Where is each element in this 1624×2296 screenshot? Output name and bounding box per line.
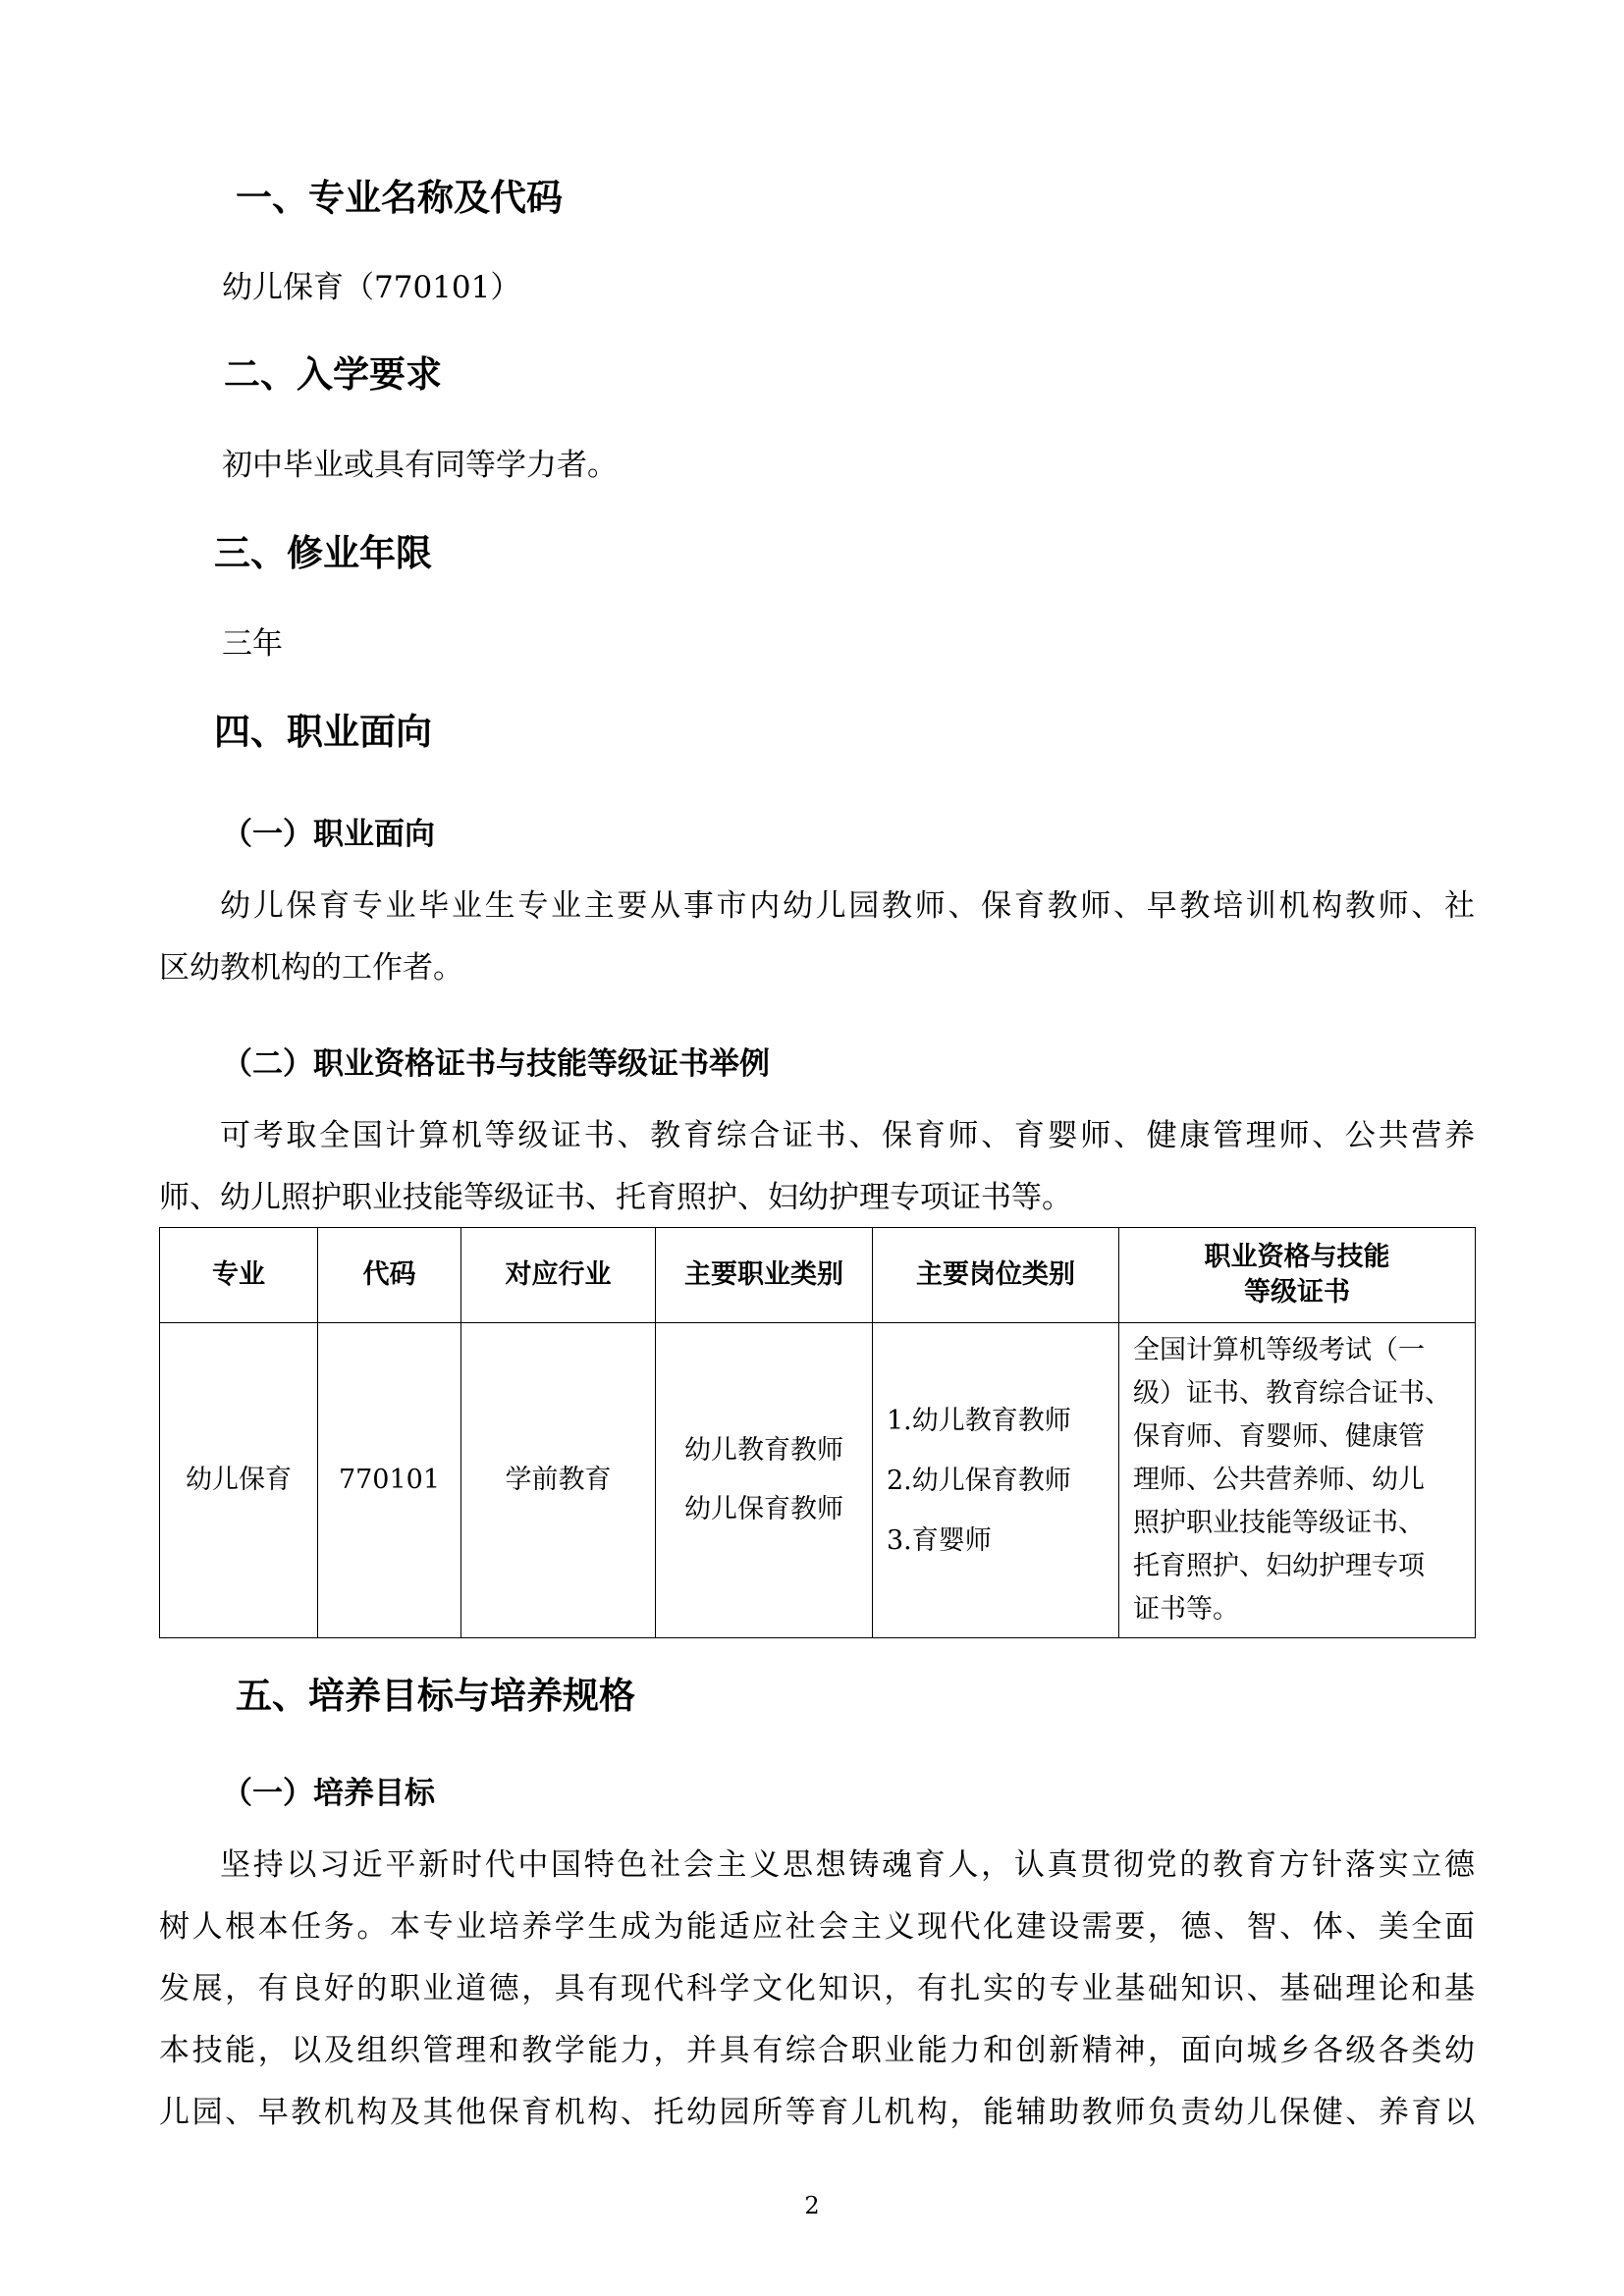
paragraph-line: 发展，有良好的职业道德，具有现代科学文化知识，有扎实的专业基础知识、基础理论和基 bbox=[159, 1971, 1475, 2006]
subsection-4-2-heading: （二）职业资格证书与技能等级证书举例 bbox=[222, 1046, 770, 1082]
cell-positions bbox=[873, 1323, 1119, 1638]
paragraph-line: 树人根本任务。本专业培养学生成为能适应社会主义现代化建设需要，德、智、体、美全面 bbox=[159, 1909, 1475, 1945]
paragraph-line: 幼儿保育专业毕业生专业主要从事市内幼儿园教师、保育教师、早教培训机构教师、社 bbox=[220, 888, 1475, 924]
certificate-line: 照护职业技能等级证书、 bbox=[1133, 1508, 1425, 1538]
section-4-heading: 四、职业面向 bbox=[214, 711, 432, 753]
subsection-5-1-heading: （一）培养目标 bbox=[222, 1776, 435, 1811]
occupation-item: 幼儿保育教师 bbox=[684, 1494, 843, 1524]
certificate-line: 托育照护、妇幼护理专项 bbox=[1133, 1551, 1425, 1581]
position-item: 3.育婴师 bbox=[887, 1524, 992, 1556]
cell-major: 幼儿保育 bbox=[160, 1323, 318, 1638]
page-number: 2 bbox=[804, 2192, 820, 2219]
position-item: 1.幼儿教育教师 bbox=[887, 1405, 1071, 1436]
header-certificate-line-1: 职业资格与技能 bbox=[1204, 1242, 1390, 1272]
header-industry: 对应行业 bbox=[461, 1228, 656, 1323]
certificate-line: 保育师、育婴师、健康管 bbox=[1133, 1421, 1425, 1452]
section-3-body: 三年 bbox=[222, 626, 283, 662]
section-2-body: 初中毕业或具有同等学力者。 bbox=[222, 448, 618, 483]
cell-certificates bbox=[1119, 1323, 1476, 1638]
section-3-heading: 三、修业年限 bbox=[214, 532, 432, 574]
subsection-4-1-paragraph bbox=[159, 876, 1475, 999]
section-5-heading: 五、培养目标与培养规格 bbox=[236, 1675, 635, 1717]
header-certificate-line-2: 等级证书 bbox=[1244, 1277, 1350, 1308]
certificate-line: 全国计算机等级考试（一 bbox=[1133, 1335, 1425, 1365]
paragraph-line: 师、幼儿照护职业技能等级证书、托育照护、妇幼护理专项证书等。 bbox=[159, 1180, 1072, 1215]
certificate-line: 证书等。 bbox=[1133, 1594, 1239, 1625]
table-header-row bbox=[160, 1228, 1476, 1323]
certificate-line: 级）证书、教育综合证书、 bbox=[1133, 1378, 1451, 1409]
subsection-5-1-paragraph bbox=[159, 1835, 1475, 2144]
certificate-line: 理师、公共营养师、幼儿 bbox=[1133, 1465, 1425, 1495]
paragraph-line: 区幼教机构的工作者。 bbox=[159, 950, 463, 986]
paragraph-line: 可考取全国计算机等级证书、教育综合证书、保育师、育婴师、健康管理师、公共营养 bbox=[220, 1118, 1475, 1153]
section-1-body: 幼儿保育（770101） bbox=[222, 270, 521, 305]
position-item: 2.幼儿保育教师 bbox=[887, 1465, 1071, 1496]
cell-code: 770101 bbox=[318, 1323, 461, 1638]
header-certificate bbox=[1119, 1228, 1476, 1323]
paragraph-line: 本技能，以及组织管理和教学能力，并具有综合职业能力和创新精神，面向城乡各级各类幼 bbox=[159, 2033, 1475, 2068]
header-occupation: 主要职业类别 bbox=[656, 1228, 873, 1323]
paragraph-line: 坚持以习近平新时代中国特色社会主义思想铸魂育人，认真贯彻党的教育方针落实立德 bbox=[220, 1847, 1475, 1883]
section-2-heading: 二、入学要求 bbox=[224, 353, 442, 396]
header-code: 代码 bbox=[318, 1228, 461, 1323]
cell-industry: 学前教育 bbox=[461, 1323, 656, 1638]
cell-occupations bbox=[656, 1323, 873, 1638]
header-major: 专业 bbox=[160, 1228, 318, 1323]
section-1-heading: 一、专业名称及代码 bbox=[236, 177, 563, 219]
subsection-4-1-heading: （一）职业面向 bbox=[222, 817, 435, 852]
paragraph-line: 儿园、早教机构及其他保育机构、托幼园所等育儿机构，能辅助教师负责幼儿保健、养育以 bbox=[159, 2095, 1475, 2130]
subsection-4-2-paragraph bbox=[159, 1105, 1475, 1229]
occupation-item: 幼儿教育教师 bbox=[684, 1435, 843, 1466]
occupation-table bbox=[159, 1227, 1476, 1638]
header-position: 主要岗位类别 bbox=[873, 1228, 1119, 1323]
table-row bbox=[160, 1323, 1476, 1638]
